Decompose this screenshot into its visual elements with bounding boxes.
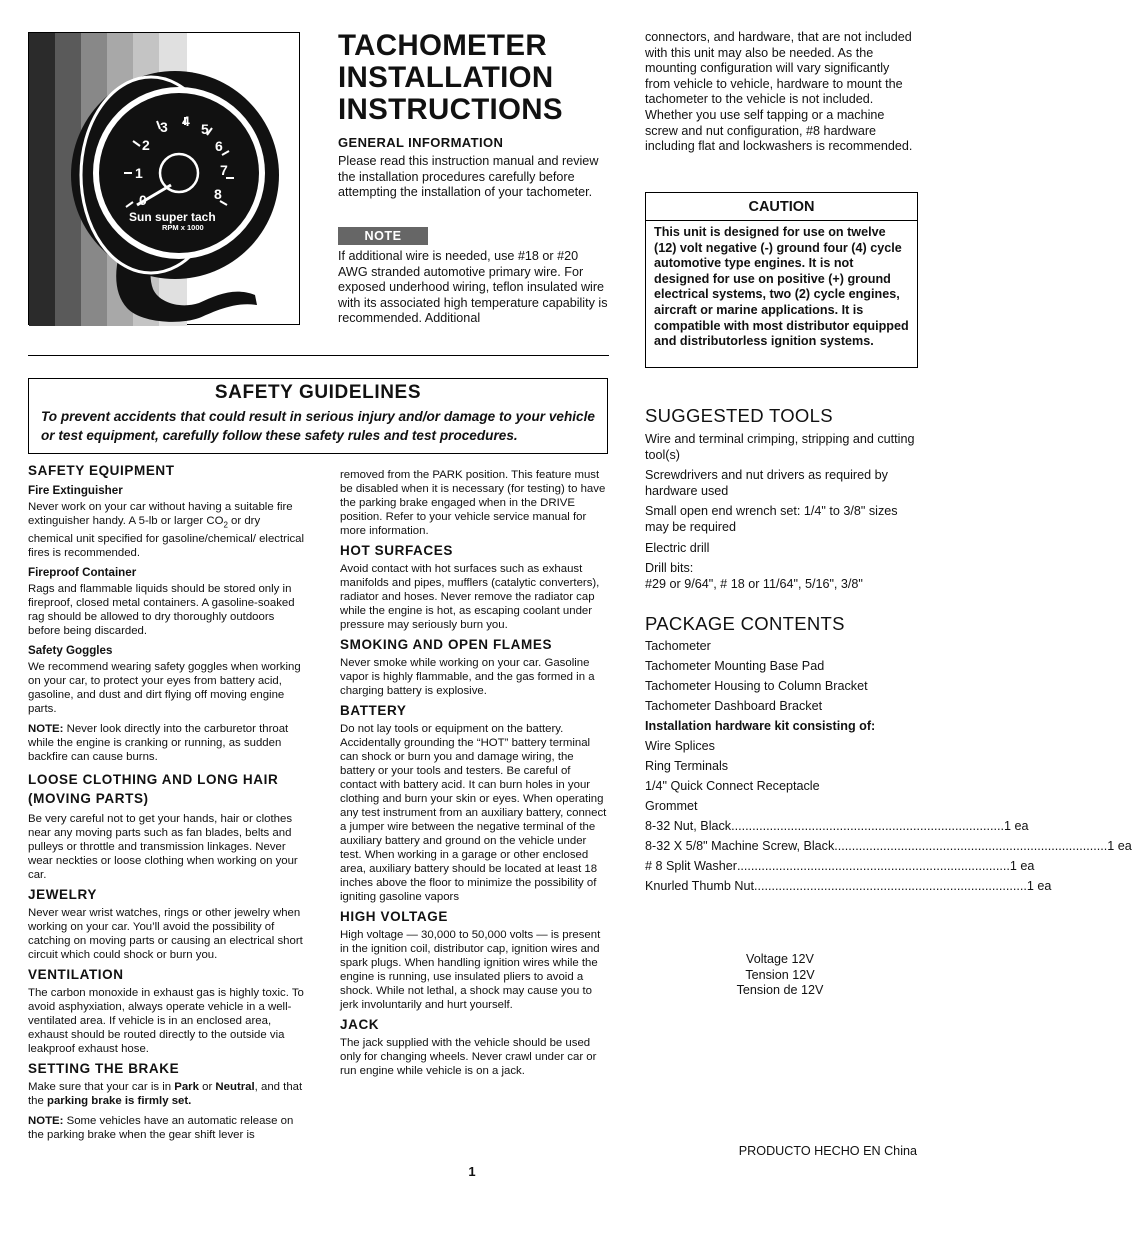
text-span: or bbox=[198, 1081, 216, 1094]
fire-extinguisher-text bbox=[28, 500, 308, 560]
battery-heading: BATTERY bbox=[340, 703, 407, 718]
suggested-tools-list bbox=[645, 432, 917, 592]
note-text: If additional wire is needed, use #18 or #20 AWG stranded automotive primary wire. For exposed underhood wiring, teflon insulated wire with its associated high temperature capability is recommended. Additional bbox=[338, 249, 608, 326]
safety-goggles-heading: Safety Goggles bbox=[28, 644, 113, 658]
smoking-heading: SMOKING AND OPEN FLAMES bbox=[340, 637, 553, 652]
dot-leader: .............................................................................. bbox=[834, 838, 1108, 853]
hardware-name: # 8 Split Washer bbox=[645, 858, 737, 873]
title-line: TACHOMETER bbox=[338, 29, 547, 62]
package-contents-heading: PACKAGE CONTENTS bbox=[645, 613, 845, 634]
dial-number-1: 1 bbox=[135, 165, 143, 181]
general-info-text: Please read this instruction manual and review the installation procedures carefully before attempting the installation of your tachometer. bbox=[338, 154, 599, 200]
note-badge: NOTE bbox=[338, 227, 428, 245]
kit-item: Grommet bbox=[645, 798, 698, 813]
hardware-name: Knurled Thumb Nut bbox=[645, 878, 754, 893]
caution-text: This unit is designed for use on twelve (12) volt negative (-) ground four (4) cycle automotive type engines. It is not designed for use on positive (+) ground electrical systems, two (2) cycle engines, aircraft or marine applications. It is compatible with most distributor equipped and distributorless ignition systems. bbox=[654, 225, 909, 349]
voltage-rating bbox=[700, 952, 860, 999]
package-item: Tachometer bbox=[645, 639, 711, 653]
bold-span: Neutral bbox=[215, 1081, 255, 1094]
text-span: Some vehicles have an automatic release on the parking brake when the gear shift lever is bbox=[28, 1115, 294, 1142]
hardware-name: 8-32 Nut, Black bbox=[645, 818, 732, 833]
hardware-item bbox=[645, 838, 1132, 855]
dial-number-2: 2 bbox=[142, 137, 150, 153]
page-title bbox=[338, 30, 563, 126]
hardware-qty: 1 ea bbox=[1004, 818, 1029, 833]
tachometer-graphic bbox=[29, 33, 301, 326]
hardware-item bbox=[645, 818, 1029, 835]
dial-number-4: 4 bbox=[182, 113, 190, 129]
dial-number-8: 8 bbox=[214, 186, 222, 202]
dot-leader: .............................................................................. bbox=[753, 878, 1027, 893]
jack-text: The jack supplied with the vehicle should be used only for changing wheels. Never crawl under car or run engine while vehicle is on a jack. bbox=[340, 1037, 597, 1077]
tachometer-illustration bbox=[28, 32, 300, 325]
package-item: Tachometer Housing to Column Bracket bbox=[645, 678, 868, 693]
tool-item: Wire and terminal crimping, stripping and cutting tool(s) bbox=[645, 432, 915, 462]
jack-heading: JACK bbox=[340, 1017, 380, 1032]
tool-item: Electric drill bbox=[645, 540, 710, 555]
bold-span: Park bbox=[174, 1081, 199, 1094]
text-span: Never work on your car without having a suitable fire extinguisher handy. A 5-lb or larger CO bbox=[28, 501, 293, 527]
carburetor-note bbox=[28, 722, 308, 764]
high-voltage-text: High voltage — 30,000 to 50,000 volts — is present in the ignition coil, distributor cap, ignition wires and spark plugs. When handling ignition wires while the engine is running, use insulated pliers to avoid a shock. While not lethal, a shock may cause you to jerk involuntarily and hurt yourself. bbox=[340, 929, 601, 1011]
title-line: INSTRUCTIONS bbox=[338, 93, 563, 126]
note-label: NOTE: bbox=[28, 1115, 64, 1128]
text-span: or dry chemical unit specified for gasoline/chemical/ electrical fires is recommended. bbox=[28, 515, 305, 560]
hardware-qty: 1 ea bbox=[1026, 878, 1052, 893]
dial-number-7: 7 bbox=[220, 162, 228, 178]
hardware-item bbox=[645, 858, 1035, 875]
drill-bits-label: Drill bits: bbox=[645, 561, 694, 576]
package-contents-list bbox=[645, 639, 1132, 899]
title-line: INSTALLATION bbox=[338, 61, 554, 94]
text-span: , and that the bbox=[28, 1081, 303, 1108]
page-number: 1 bbox=[468, 1164, 476, 1179]
subscript: 2 bbox=[223, 520, 228, 530]
jewelry-text: Never wear wrist watches, rings or other jewelry when working on your car. You’ll avoid the possibility of catching on moving parts or causing an electrical short circuit which could shock or burn you. bbox=[28, 907, 303, 962]
dial-brand: Sun super tach bbox=[129, 210, 216, 224]
smoking-text: Never smoke while working on your car. Gasoline vapor is highly flammable, and the gas formed in a charging battery is explosive. bbox=[340, 657, 595, 697]
jewelry-heading: JEWELRY bbox=[28, 887, 97, 903]
tool-item: Screwdrivers and nut drivers as required by hardware used bbox=[645, 468, 888, 498]
hardware-kit-label: Installation hardware kit consisting of: bbox=[645, 718, 876, 733]
safety-column-2 bbox=[340, 468, 610, 1081]
dial-number-5: 5 bbox=[201, 121, 209, 137]
dot-leader: .............................................................................. bbox=[736, 858, 1010, 873]
setting-brake-text bbox=[28, 1080, 308, 1108]
kit-item: 1/4" Quick Connect Receptacle bbox=[645, 778, 820, 793]
dot-leader: .............................................................................. bbox=[731, 818, 1005, 833]
text-span: Never look directly into the carburetor throat while the engine is cranking or running, as sudden backfire can cause burns. bbox=[28, 723, 289, 764]
ventilation-heading: VENTILATION bbox=[28, 967, 124, 983]
package-item: Tachometer Dashboard Bracket bbox=[645, 698, 823, 713]
caution-box bbox=[645, 192, 918, 368]
loose-clothing-heading: LOOSE CLOTHING AND LONG HAIR (MOVING PARTS) bbox=[28, 772, 279, 807]
voltage-line: Tension 12V bbox=[745, 967, 815, 982]
dial-number-3: 3 bbox=[160, 119, 168, 135]
safety-intro-text: To prevent accidents that could result in serious injury and/or damage to your vehicle or test equipment, carefully follow these safety rules and test procedures. bbox=[41, 409, 595, 443]
fireproof-container-heading: Fireproof Container bbox=[28, 566, 137, 580]
setting-brake-heading: SETTING THE BRAKE bbox=[28, 1061, 180, 1077]
safety-column-1 bbox=[28, 458, 308, 1145]
package-item: Tachometer Mounting Base Pad bbox=[645, 658, 825, 673]
safety-goggles-text: We recommend wearing safety goggles when working on your car, to protect your eyes from battery acid, gasoline, and dust and dirt flying off moving engine parts. bbox=[28, 661, 301, 716]
country-of-origin: PRODUCTO HECHO EN China bbox=[738, 1144, 917, 1158]
hardware-qty: 1 ea bbox=[1009, 858, 1035, 873]
tool-item: Small open end wrench set: 1/4" to 3/8" sizes may be required bbox=[645, 504, 898, 534]
caution-heading: CAUTION bbox=[646, 193, 917, 221]
kit-item: Ring Terminals bbox=[645, 758, 729, 773]
fireproof-container-text: Rags and flammable liquids should be stored only in fireproof, closed metal containers. A gasoline-soaked rag should be allowed to dry thoroughly outdoors before being discarded. bbox=[28, 583, 295, 638]
safety-equipment-heading: SAFETY EQUIPMENT bbox=[28, 463, 175, 478]
fire-extinguisher-heading: Fire Extinguisher bbox=[28, 484, 123, 497]
dial-number-6: 6 bbox=[215, 138, 223, 154]
continued-text: removed from the PARK position. This feature must be disabled when it is necessary (for testing) to have the parking brake engaged when in the DRIVE position. Refer to your vehicle service manual for more information. bbox=[340, 469, 606, 537]
suggested-tools-heading: SUGGESTED TOOLS bbox=[645, 405, 833, 426]
hardware-qty: 1 ea bbox=[1107, 838, 1132, 853]
ventilation-text: The carbon monoxide in exhaust gas is highly toxic. To avoid asphyxiation, always operate vehicle in a well-ventilated area. If vehicle is in an enclosed area, exhaust should be routed directly to the outside via leakproof exhaust hose. bbox=[28, 987, 304, 1056]
loose-clothing-text: Be very careful not to get your hands, hair or clothes near any moving parts such as fan blades, belts and pulleys or throttle and transmission linkages. Never wear neckties or loose clothing when working on your car. bbox=[28, 813, 298, 882]
safety-guidelines-box bbox=[28, 378, 608, 454]
dial-number-0: 0 bbox=[139, 192, 147, 208]
bold-span: parking brake is firmly set. bbox=[47, 1095, 192, 1108]
parking-brake-note bbox=[28, 1114, 308, 1142]
voltage-line: Voltage 12V bbox=[746, 952, 814, 966]
text-span: Make sure that your car is in bbox=[28, 1081, 175, 1094]
dial-unit: RPM x 1000 bbox=[162, 223, 204, 232]
mounting-hardware-text: connectors, and hardware, that are not included with this unit may also be needed. As the mounting configuration will vary significantly from vehicle to vehicle, hardware to mount the tachometer to the vehicle is not included. Whether you use self tapping or a machine screw and nut configuration, #8 hardware including flat and lockwashers is recommended. bbox=[645, 30, 913, 154]
kit-item: Wire Splices bbox=[645, 738, 715, 753]
safety-guidelines-title: SAFETY GUIDELINES bbox=[214, 382, 422, 403]
general-info-heading: GENERAL INFORMATION bbox=[338, 135, 504, 150]
high-voltage-heading: HIGH VOLTAGE bbox=[340, 909, 448, 924]
hot-surfaces-text: Avoid contact with hot surfaces such as exhaust manifolds and pipes, mufflers (catalytic converters), radiator and hoses. Never remove the radiator cap while the engine is hot, as escaping coolant under pressure may seriously burn you. bbox=[340, 563, 600, 631]
battery-text: Do not lay tools or equipment on the battery. Accidentally grounding the “HOT” battery terminal can shock or burn you and damage wiring, the battery or your tools and testers. Be careful of contact with battery acid. It can burn holes in your clothing and burn your skin or eyes. When operating any test instrument from an auxiliary battery, connect a jumper wire between the negative terminal of the auxiliary battery and ground on the vehicle under test. When working in a garage or other enclosed area, auxiliary battery should be located at least 18 inches above the floor to minimize the possibility of igniting gasoline vapors bbox=[340, 723, 607, 903]
hot-surfaces-heading: HOT SURFACES bbox=[340, 543, 453, 558]
voltage-line: Tension de 12V bbox=[736, 983, 824, 998]
hardware-item bbox=[645, 878, 1052, 895]
hardware-name: 8-32 X 5/8" Machine Screw, Black bbox=[645, 838, 835, 853]
note-label: NOTE: bbox=[28, 723, 64, 736]
horizontal-divider bbox=[28, 355, 609, 356]
drill-bits-sizes: #29 or 9/64", # 18 or 11/64", 5/16", 3/8" bbox=[645, 576, 863, 591]
